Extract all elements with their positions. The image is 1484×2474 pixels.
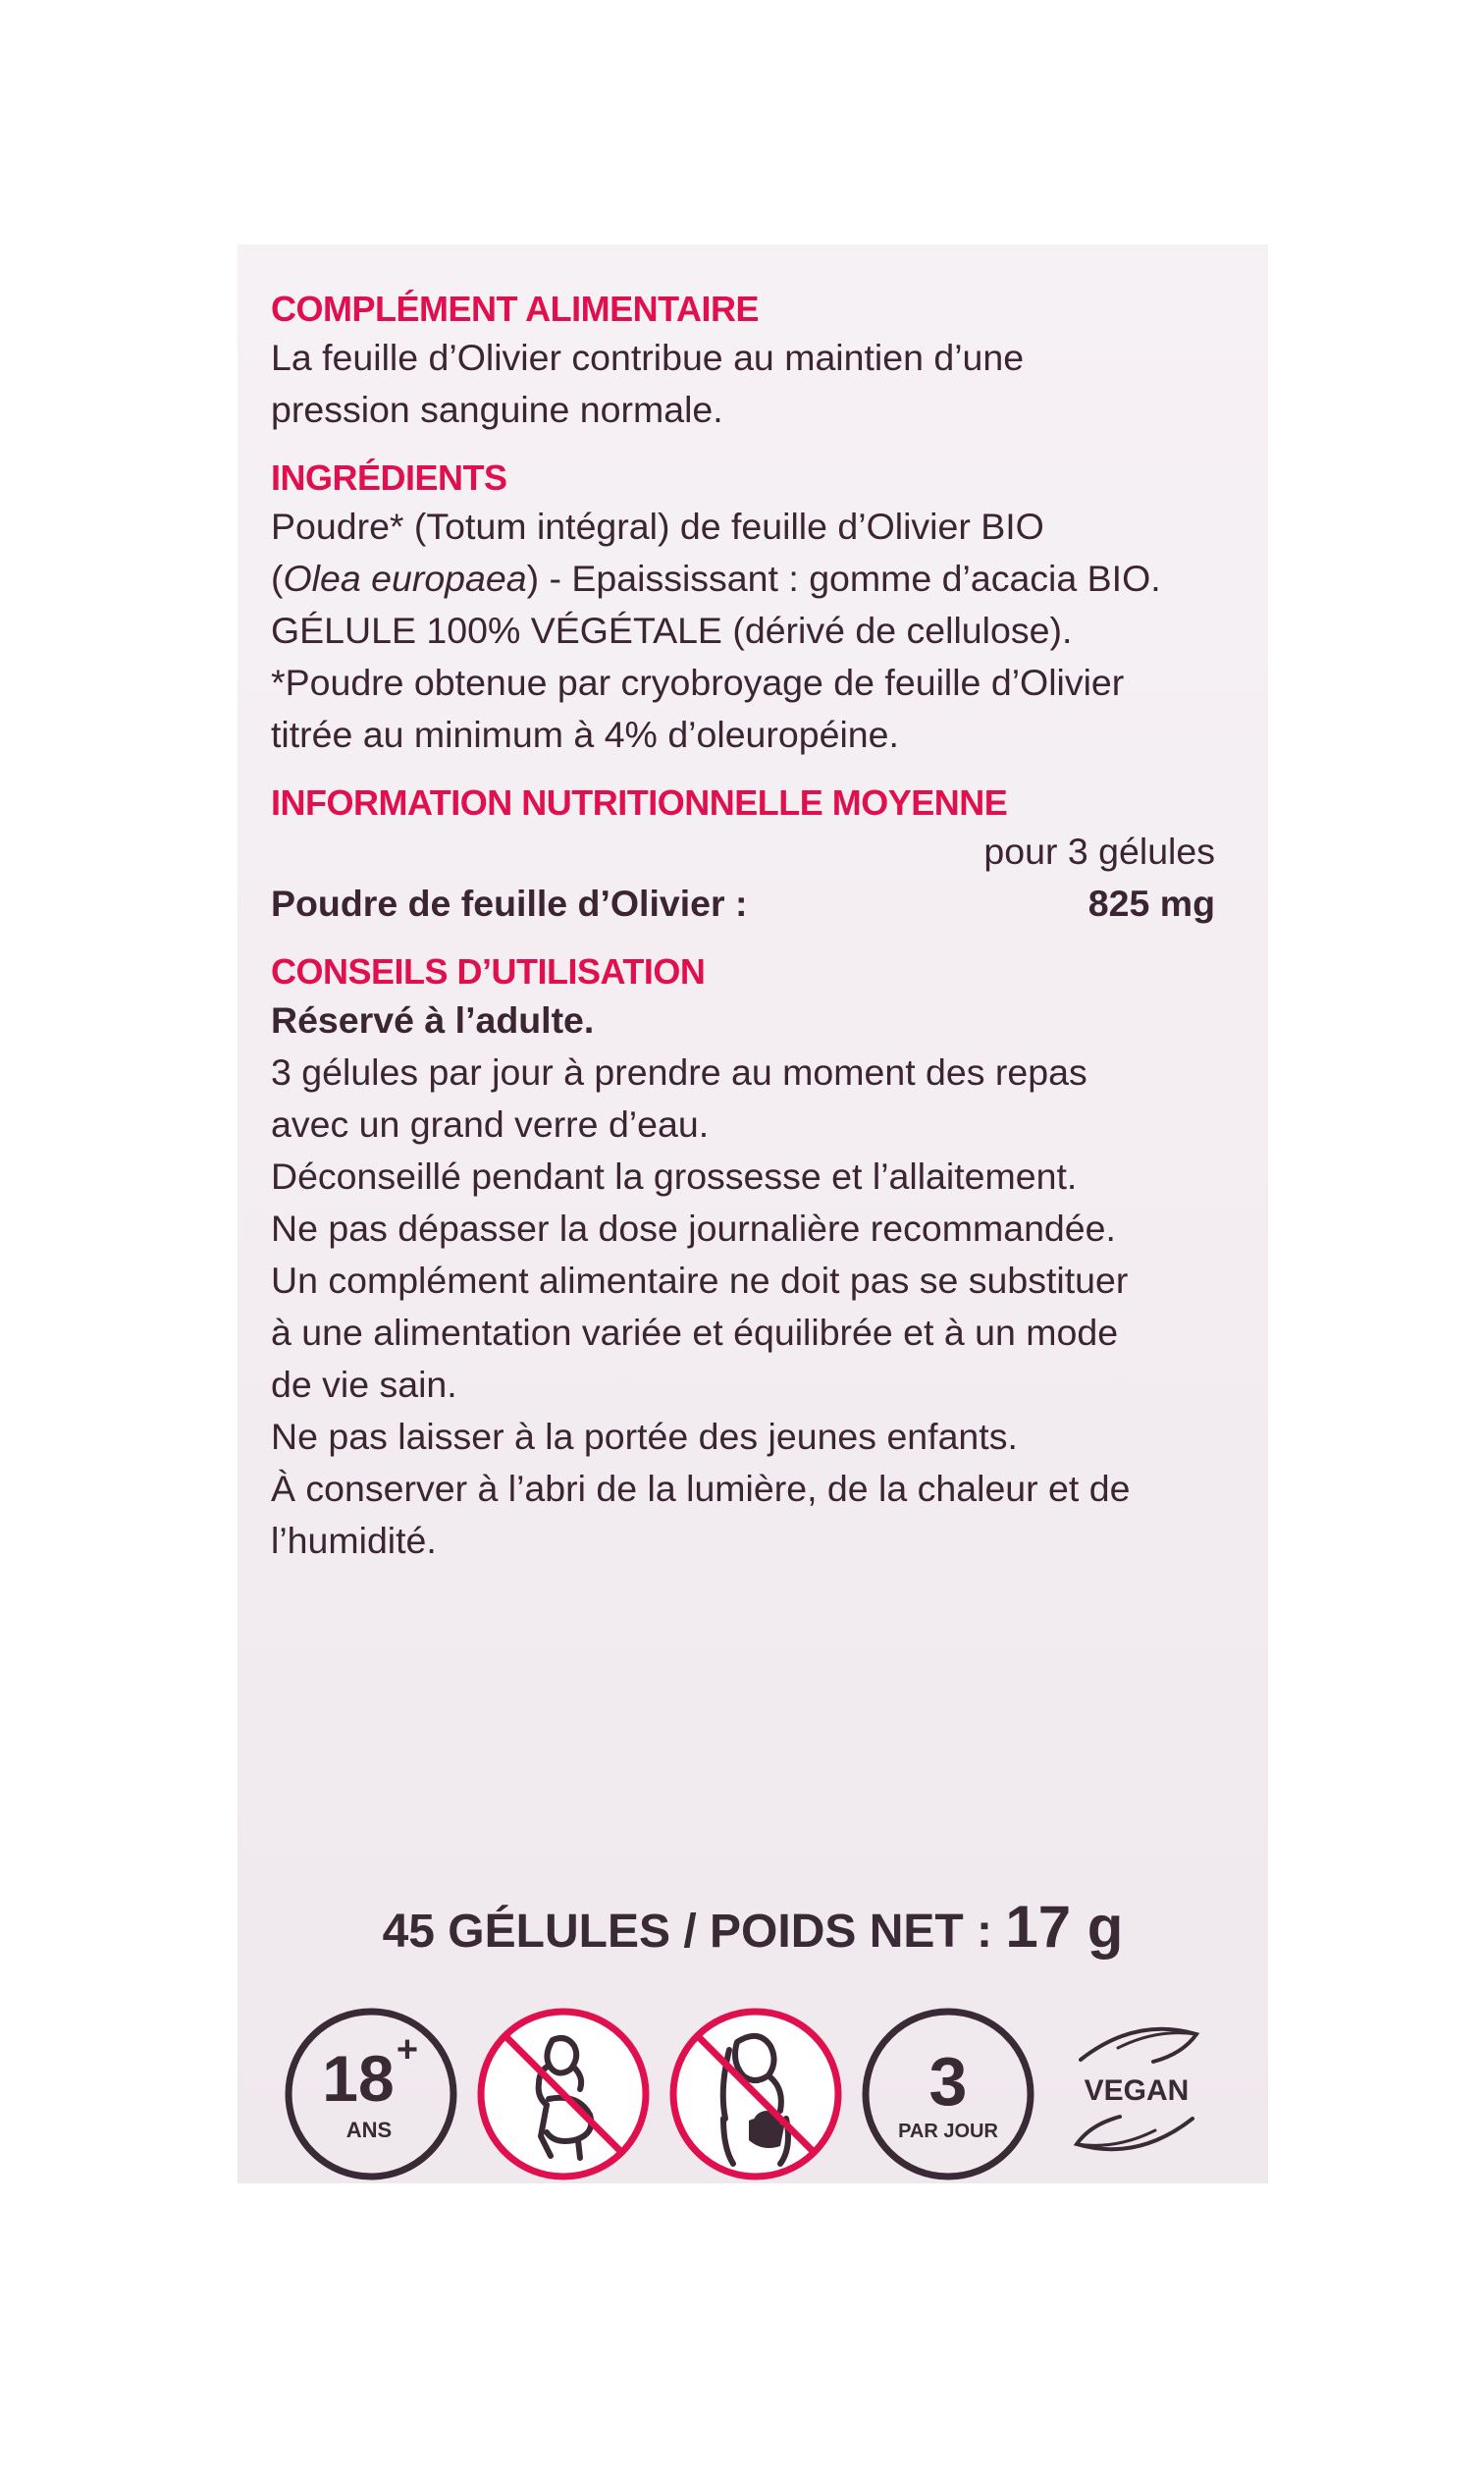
usage-heading: CONSEILS D’UTILISATION xyxy=(271,951,706,992)
age-number: 18 xyxy=(322,2042,395,2115)
label-content xyxy=(271,287,1215,1587)
nutrition-item-label: Poudre de feuille d’Olivier : xyxy=(271,883,748,924)
ingredients-line: GÉLULE 100% VÉGÉTALE (dérivé de cellulose). xyxy=(271,610,1073,651)
ingredients-heading: INGRÉDIENTS xyxy=(271,457,507,498)
usage-line: de vie sain. xyxy=(271,1364,457,1405)
usage-line: à une alimentation variée et équilibrée et à un mode xyxy=(271,1312,1119,1353)
usage-line: 3 gélules par jour à prendre au moment des repas xyxy=(271,1051,1087,1093)
usage-line: avec un grand verre d’eau. xyxy=(271,1103,710,1145)
usage-line: Un complément alimentaire ne doit pas se substituer xyxy=(271,1260,1129,1301)
usage-line: Ne pas dépasser la dose journalière recommandée. xyxy=(271,1208,1116,1249)
3-per-day-icon xyxy=(857,2003,1039,2185)
no-pregnant-icon xyxy=(472,2003,655,2185)
nutrition-section xyxy=(271,780,1215,930)
usage-bold-line: Réservé à l’adulte. xyxy=(271,999,595,1041)
complement-text xyxy=(271,332,1215,436)
usage-section xyxy=(271,949,1215,1567)
18-plus-icon xyxy=(280,2003,462,2185)
usage-line: Déconseillé pendant la grossesse et l’allaitement. xyxy=(271,1156,1078,1197)
ingredients-section xyxy=(271,456,1215,761)
nutrition-item-value: 825 mg xyxy=(1087,883,1215,924)
complement-heading: COMPLÉMENT ALIMENTAIRE xyxy=(271,289,759,329)
complement-section xyxy=(271,287,1215,436)
vegan-leaf-icon xyxy=(1045,2003,1228,2185)
usage-text xyxy=(271,1047,1215,1567)
no-breastfeeding-icon xyxy=(664,2003,847,2185)
net-weight xyxy=(238,1893,1268,1961)
ingredients-text xyxy=(271,501,1215,761)
nutrition-row xyxy=(271,878,1215,930)
vegan-label: VEGAN xyxy=(1084,2074,1190,2107)
pictogram-row xyxy=(280,2003,1222,2189)
latin-name: Olea europaea xyxy=(283,558,527,599)
usage-line: l’humidité. xyxy=(271,1520,437,1561)
net-weight-prefix: 45 GÉLULES / POIDS NET : xyxy=(382,1906,1006,1958)
daily-number: 3 xyxy=(928,2043,968,2120)
ingredients-line-rest: ) - Epaississant : gomme d’acacia BIO. xyxy=(526,558,1161,599)
complement-line: pression sanguine normale. xyxy=(271,389,723,430)
complement-line: La feuille d’Olivier contribue au maintien d’une xyxy=(271,337,1025,378)
ingredients-line: *Poudre obtenue par cryobroyage de feuille d’Olivier xyxy=(271,662,1125,703)
ingredients-line: (Olea europaea) - Epaississant : gomme d’acacia BIO. xyxy=(271,558,1161,599)
daily-sub: PAR JOUR xyxy=(898,2121,998,2142)
usage-line: Ne pas laisser à la portée des jeunes enfants. xyxy=(271,1416,1018,1457)
nutrition-heading: INFORMATION NUTRITIONNELLE MOYENNE xyxy=(271,782,1008,823)
nutrition-per: pour 3 gélules xyxy=(983,831,1215,872)
age-sub: ANS xyxy=(345,2118,393,2142)
ingredients-line: Poudre* (Totum intégral) de feuille d’Olivier BIO xyxy=(271,506,1044,547)
ingredients-line: titrée au minimum à 4% d’oleuropéine. xyxy=(271,714,899,755)
net-weight-value: 17 g xyxy=(1005,1894,1124,1960)
age-plus: + xyxy=(396,2029,419,2071)
usage-line: À conserver à l’abri de la lumière, de la chaleur et de xyxy=(271,1468,1131,1509)
